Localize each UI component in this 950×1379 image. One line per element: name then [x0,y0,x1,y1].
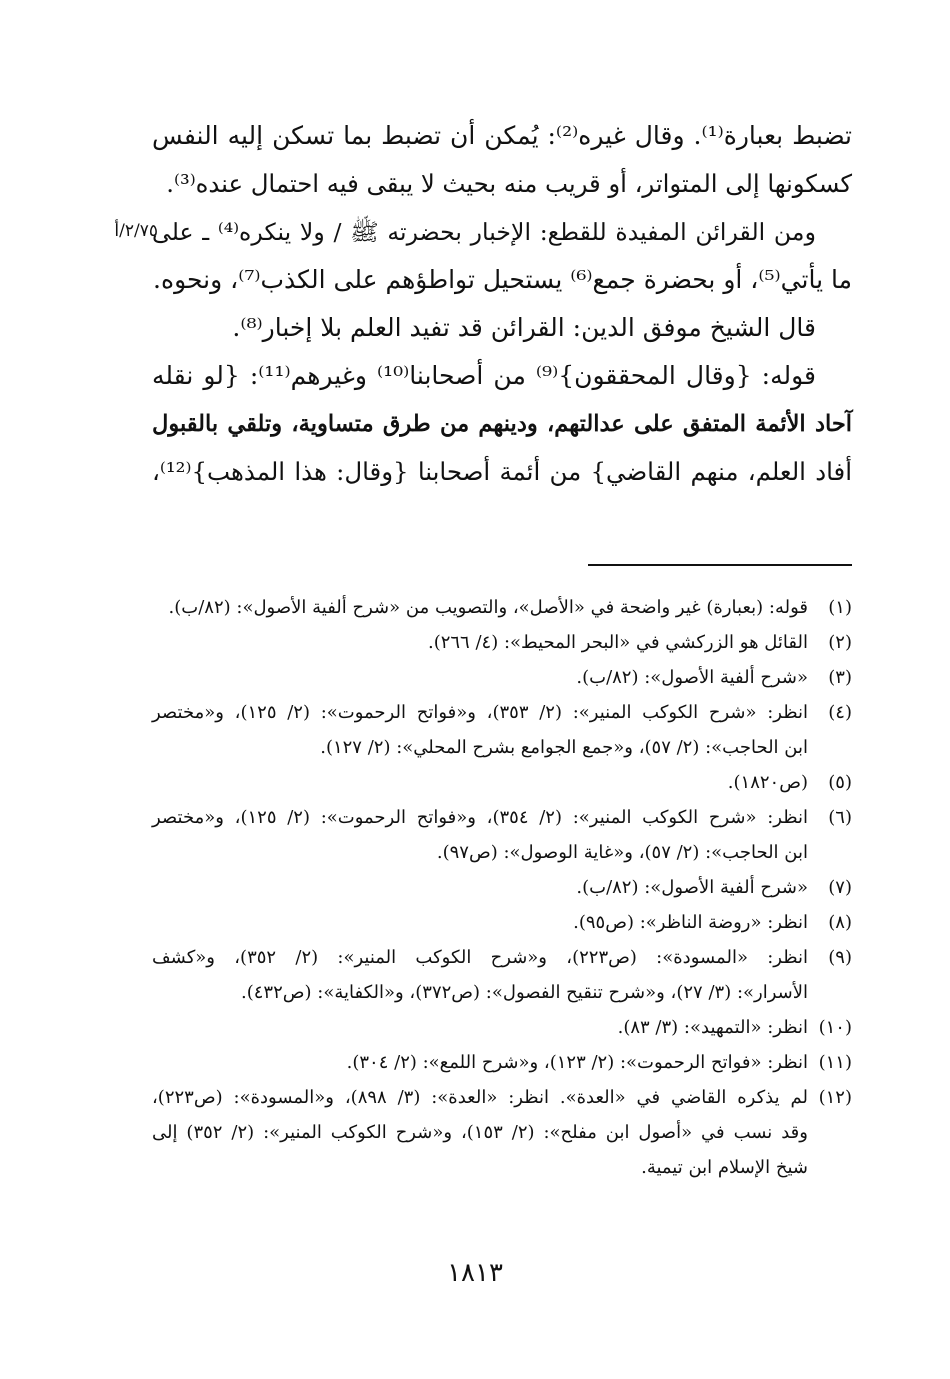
footnote [152,590,852,625]
footnote [152,1045,852,1080]
footnote [152,870,852,905]
footnote-text: (ص١٨٢٠). [727,772,808,793]
footnote [152,765,852,800]
footnote-number: (٣) [828,667,852,688]
footnote [152,695,852,765]
footnote [152,940,852,1010]
manuscript-folio-note: ٢/٧٥/أ [114,221,158,241]
footnote-number: (٢) [828,632,852,653]
footnote-number: (٧) [828,877,852,898]
footnote-number: (٥) [828,772,852,793]
main-line: كسكونها إلى المتواتر، أو قريب منه بحيث لا يبقى فيه احتمال عنده⁽³⁾. [166,169,852,198]
footnote-text: انظر: «المسودة»: (ص٢٢٣)، و«شرح الكوكب المنير»: (٢/ ٣٥٢)، و«كشف [152,947,808,968]
footnote-number: (١٢) [818,1087,852,1108]
footnote-text: شيخ الإسلام ابن تيمية. [641,1157,808,1178]
footnote [152,1010,852,1045]
footnote [152,800,852,870]
footnote-separator [588,564,852,566]
footnotes [152,590,852,1185]
main-line: ما يأتي⁽⁵⁾، أو بحضرة جمع⁽⁶⁾ يستحيل تواطؤهم على الكذب⁽⁷⁾، ونحوه. [153,265,852,294]
footnote-number: (٦) [828,807,852,828]
footnote-text: لم يذكره القاضي في «العدة». انظر: «العدة»: (٣/ ٨٩٨)، و«المسودة»: (ص٢٢٣)، [152,1087,808,1108]
footnote-number: (٤) [828,702,852,723]
main-text [152,112,852,496]
main-line: قال الشيخ موفق الدين: القرائن قد تفيد العلم بلا إخبار⁽⁸⁾. [232,313,816,342]
footnote-text: انظر: «روضة الناظر»: (ص٩٥). [573,912,808,933]
page-number: ١٨١٣ [447,1258,503,1288]
footnote [152,1080,852,1185]
footnote-text: انظر: «التمهيد»: (٣/ ٨٣). [617,1017,808,1038]
footnote-text: انظر: «فواتح الرحموت»: (٢/ ١٢٣)، و«شرح اللمع»: (٢/ ٣٠٤). [346,1052,808,1073]
footnote-text: انظر: «شرح الكوكب المنير»: (٢/ ٣٥٤)، و«فواتح الرحموت»: (٢/ ١٢٥)، و«مختصر [152,807,808,828]
footnote [152,625,852,660]
main-line: آحاد الأئمة المتفق على عدالتهم، ودينهم من طرق متساوية، وتلقي بالقبول [152,411,852,437]
footnote-text: الأسرار»: (٣/ ٢٧)، و«شرح تنقيح الفصول»: (ص٣٧٢)، و«الكفاية»: (ص٤٣٢). [240,982,808,1003]
main-line: تضبط بعبارة⁽¹⁾. وقال غيره⁽²⁾: يُمكن أن تضبط بما تسكن إليه النفس [152,121,852,150]
footnote-text: ابن الحاجب»: (٢/ ٥٧)، و«جمع الجوامع بشرح المحلي»: (٢/ ١٢٧). [320,737,808,758]
main-line: أفاد العلم، منهم القاضي} من أئمة أصحابنا {وقال: هذا المذهب}⁽¹²⁾، [152,457,852,486]
footnote-text: «شرح ألفية الأصول»: (٨٢/ب). [576,667,808,688]
footnote-number: (١) [828,597,852,618]
footnote-text: القائل هو الزركشي في «البحر المحيط»: (٤/ ٢٦٦). [427,632,808,653]
footnote-number: (١١) [818,1052,852,1073]
footnote-text: قوله: (بعبارة) غير واضحة في «الأصل»، والتصويب من «شرح ألفية الأصول»: (٨٢/ب). [168,597,808,618]
footnote-text: ابن الحاجب»: (٢/ ٥٧)، و«غاية الوصول»: (ص٩٧). [436,842,808,863]
footnote-text: وقد نسب في «أصول ابن مفلح»: (٢/ ١٥٣)، و«شرح الكوكب المنير»: (٢/ ٣٥٢) إلى [152,1122,808,1143]
footnote-number: (١٠) [818,1017,852,1038]
footnote-text: انظر: «شرح الكوكب المنير»: (٢/ ٣٥٣)، و«فواتح الرحموت»: (٢/ ١٢٥)، و«مختصر [152,702,808,723]
footnote-text: «شرح ألفية الأصول»: (٨٢/ب). [576,877,808,898]
footnote-number: (٩) [828,947,852,968]
footnote [152,905,852,940]
footnote [152,660,852,695]
footnote-number: (٨) [828,912,852,933]
main-line: قوله: {وقال المحققون}⁽⁹⁾ من أصحابنا⁽¹⁰⁾ وغيرهم⁽¹¹⁾: {لو نقله [152,361,816,390]
main-line: ومن القرائن المفيدة للقطع: الإخبار بحضرته ﷺ / ولا ينكره⁽⁴⁾ ـ على [152,218,816,246]
